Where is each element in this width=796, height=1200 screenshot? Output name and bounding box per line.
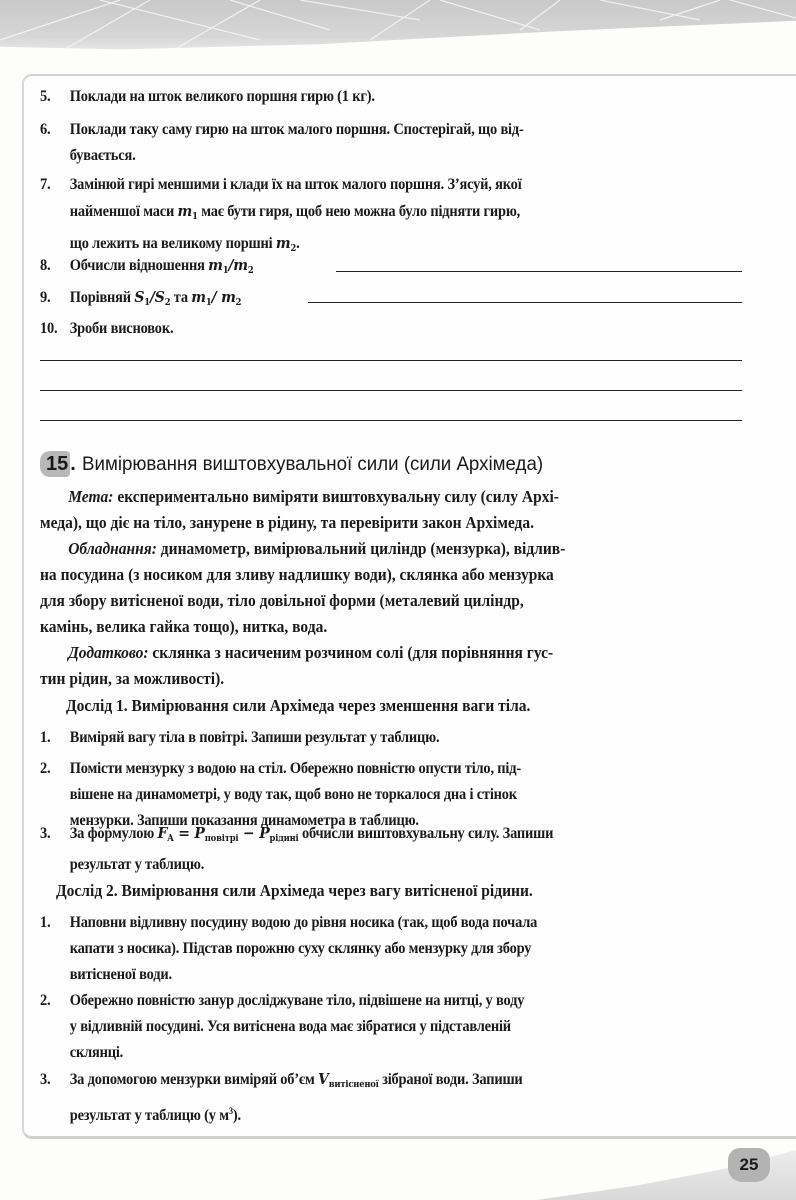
experiment-title: Дослід 2. Вимірювання сили Архімеда через вагу витісненої рідини. <box>56 881 533 900</box>
additional-paragraph <box>40 640 703 666</box>
decorative-header-band <box>0 0 796 52</box>
step-7 <box>40 172 696 262</box>
step-text-continued: бувається. <box>69 147 136 164</box>
exp1-step-1 <box>40 725 696 751</box>
step-number: 10. <box>40 320 58 337</box>
step-number: 1. <box>40 914 51 931</box>
step-text: зібраної води. Запиши <box>382 1071 523 1088</box>
step-number: 1. <box>40 729 51 746</box>
step-9 <box>40 284 696 316</box>
step-text: За допомогою мензурки виміряй об’єм <box>69 1071 315 1088</box>
equipment-line <box>40 588 703 614</box>
equipment-line <box>40 562 703 588</box>
step-number: 5. <box>40 88 51 105</box>
step-text: Обчисли відношення <box>69 257 205 274</box>
step-text: Наповни відливну посудину водою до рівня носика (так, щоб вода почала <box>69 914 538 931</box>
answer-line-step-9[interactable] <box>308 302 742 303</box>
text: що лежить на великому поршні <box>69 235 273 252</box>
equipment-text: камінь, велика гайка тощо), нитка, вода. <box>40 617 328 636</box>
step-text: Поклади таку саму гирю на шток малого поршня. Спостерігай, що від- <box>69 121 524 138</box>
additional-line <box>40 666 703 692</box>
goal-label: Мета: <box>68 487 114 506</box>
archimedes-formula: $F_A = P_{повітрі} - P_{рідині}$ <box>157 824 299 844</box>
experiment-2-title <box>56 878 719 904</box>
text: має бути гиря, щоб нею можна було підняти гирю, <box>201 203 521 220</box>
step-text: Помісти мензурку з водою на стіл. Обережно повністю опусти тіло, під- <box>69 760 521 777</box>
step-text-continued: у відливній посудині. Уся витіснена вода має зібратися у підставленій <box>69 1018 511 1035</box>
step-number: 7. <box>40 176 51 193</box>
answer-line-step-8[interactable] <box>336 271 742 272</box>
equipment-text: на посудина (з носиком для зливу надлишку води), склянка або мензурка <box>40 565 554 584</box>
step-text-continued: склянці. <box>69 1044 124 1061</box>
volume-symbol: $V_{витісненої}$ <box>318 1070 379 1090</box>
decorative-lines-icon <box>0 0 796 52</box>
step-6 <box>40 117 696 169</box>
formula-m1-m2: $m_1/$ $m_2$ <box>191 288 242 308</box>
section-number-badge: 15 <box>40 451 70 477</box>
symbol-m1: $m_1$ <box>177 202 198 222</box>
goal-paragraph-cont <box>40 510 703 536</box>
page-number-badge: 25 <box>728 1148 770 1182</box>
step-10 <box>40 316 696 342</box>
additional-text: тин рідин, за можливості). <box>40 669 225 688</box>
equipment-line <box>40 614 703 640</box>
step-text-continued: результат у таблицю (у $м^3$). <box>69 1106 241 1125</box>
goal-text: експериментально виміряти виштовхувальну силу (силу Архі- <box>117 487 559 506</box>
equipment-paragraph <box>40 536 703 562</box>
goal-paragraph <box>40 484 703 510</box>
step-number: 2. <box>40 760 51 777</box>
equipment-text: динамометр, вимірювальний циліндр (мензурка), відлив- <box>160 539 566 558</box>
step-text: За формулою <box>69 825 155 842</box>
step-text: Замінюй гирі меншими і клади їх на шток малого поршня. З’ясуй, якої <box>69 176 522 193</box>
step-text: Виміряй вагу тіла в повітрі. Запиши результат у таблицю. <box>69 729 440 746</box>
equipment-label: Обладнання: <box>68 539 157 558</box>
section-title: Вимірювання виштовхувальної сили (сили Архімеда) <box>81 452 543 475</box>
step-number: 9. <box>40 289 51 306</box>
additional-text: склянка з насиченим розчином солі (для порівняння гус- <box>152 643 554 662</box>
equipment-text: для збору витісненої води, тіло довільної форми (металевий циліндр, <box>40 591 524 610</box>
goal-text: меда), що діє на тіло, занурене в рідину, та перевірити закон Архімеда. <box>40 513 535 532</box>
step-number: 8. <box>40 257 51 274</box>
text: найменшої маси <box>69 203 175 220</box>
section-number-dot: . <box>70 452 76 475</box>
step-text-continued <box>40 198 696 230</box>
step-text: Обережно повністю занур досліджуване тіло, підвішене на нитці, у воду <box>69 992 525 1009</box>
step-number: 6. <box>40 121 51 138</box>
step-number: 2. <box>40 992 51 1009</box>
symbol-m2: $m_2$ <box>275 234 297 254</box>
exp1-step-3 <box>40 820 696 878</box>
step-5 <box>40 84 696 110</box>
step-text-continued: результат у таблицю. <box>69 856 205 873</box>
step-text-continued: вішене на динамометрі, у воду так, щоб воно не торкалося дна і стінок <box>69 786 517 803</box>
formula-s1-s2: $S_1/S_2$ <box>134 288 171 308</box>
answer-line-conclusion-3[interactable] <box>40 420 742 421</box>
experiment-title: Дослід 1. Вимірювання сили Архімеда через зменшення ваги тіла. <box>66 696 531 715</box>
experiment-1-title <box>66 693 729 719</box>
exp2-step-1 <box>40 910 696 988</box>
answer-line-conclusion-2[interactable] <box>40 390 742 391</box>
step-number: 3. <box>40 825 51 842</box>
step-text-continued: мензурки. Запиши показання динамометра в таблицю. <box>69 812 419 829</box>
text: та <box>173 289 188 306</box>
additional-label: Додатково: <box>68 643 149 662</box>
step-text-continued: капати з носика). Підстав порожню суху склянку або мензурку для збору <box>69 940 532 957</box>
step-text: Поклади на шток великого поршня гирю (1 кг). <box>69 88 375 105</box>
step-8 <box>40 252 696 284</box>
step-text-continued: витісненої води. <box>69 966 172 983</box>
step-text: Порівняй <box>69 289 131 306</box>
answer-line-conclusion-1[interactable] <box>40 360 742 361</box>
exp2-step-3 <box>40 1066 696 1129</box>
formula-m1-m2: $m_1/m_2$ <box>208 256 254 276</box>
step-text: Зроби висновок. <box>69 320 174 337</box>
section-heading <box>40 449 562 479</box>
exp2-step-2 <box>40 988 696 1066</box>
step-text-continued: що лежить на великому поршні $m_2$. <box>69 234 300 254</box>
step-text: обчисли виштовхувальну силу. Запиши <box>301 825 554 842</box>
step-number: 3. <box>40 1071 51 1088</box>
